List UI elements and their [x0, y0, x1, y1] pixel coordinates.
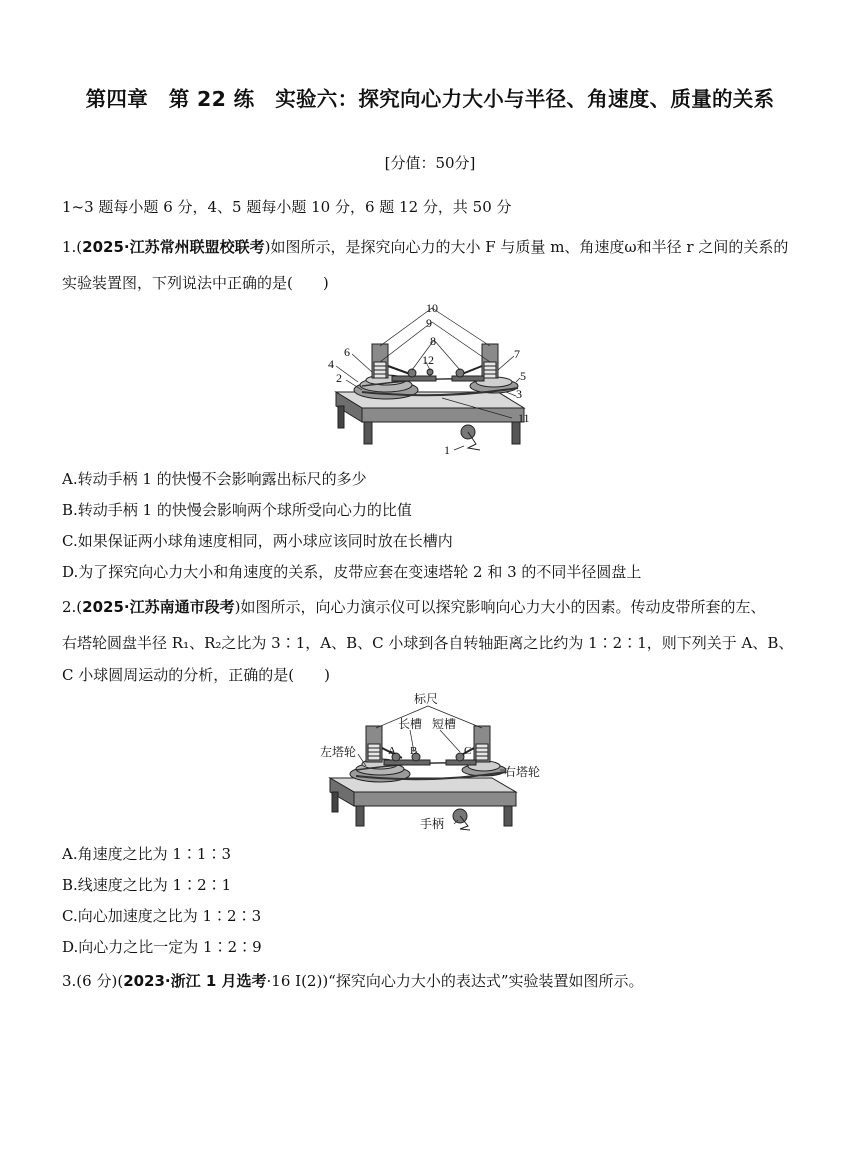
figure-label-4: 4: [328, 357, 334, 371]
q2-option-a: A.角速度之比为 1∶1∶3: [62, 845, 231, 863]
figure-label-ball-a: A: [388, 745, 396, 757]
q3-suffix: ·16 Ⅰ(2))“探究向心力大小的表达式”实验装置如图所示。: [266, 972, 644, 990]
q1-number: 1.(: [62, 238, 83, 256]
q2-number: 2.(: [62, 598, 83, 616]
score-label: [分值：50分]: [384, 154, 476, 172]
scoring-rule: 1~3 题每小题 6 分，4、5 题每小题 10 分，6 题 12 分，共 50 分: [62, 198, 512, 216]
figure-label-left-wheel: 左塔轮: [320, 745, 357, 759]
q2-stem-line3: C 小球圆周运动的分析，正确的是( ): [62, 666, 330, 684]
figure-label-7: 7: [514, 347, 520, 361]
figure-label-11: 11: [518, 411, 530, 425]
q3-prefix: 3.(6 分)(: [62, 972, 124, 990]
page-title: 第四章 第 22 练 实验六：探究向心力大小与半径、角速度、质量的关系: [85, 87, 775, 111]
q2-apparatus-figure: [310, 690, 550, 835]
q1-option-d: D.为了探究向心力大小和角速度的关系，皮带应套在变速塔轮 2 和 3 的不同半径圆盘上: [62, 563, 642, 581]
figure-label-9: 9: [426, 316, 432, 330]
figure-label-10: 10: [426, 301, 438, 315]
figure-label-1: 1: [444, 443, 450, 457]
q1-stem-text: )如图所示，是探究向心力的大小 F 与质量 m、角速度ω和半径 r 之间的关系的: [264, 238, 789, 256]
q1-stem-line1: [62, 236, 788, 257]
figure-label-12: 12: [422, 353, 434, 367]
q1-option-a: A.转动手柄 1 的快慢不会影响露出标尺的多少: [62, 470, 367, 488]
q1-stem-line2: 实验装置图，下列说法中正确的是( ): [62, 274, 329, 292]
figure-label-3: 3: [516, 387, 522, 401]
q2-source: 2025·江苏南通市段考: [82, 598, 235, 616]
q1-option-b: B.转动手柄 1 的快慢会影响两个球所受向心力的比值: [62, 501, 412, 519]
figure-label-2: 2: [336, 371, 342, 385]
figure-label-ruler: 标尺: [414, 692, 439, 706]
q1-apparatus-figure: [322, 300, 542, 460]
figure-label-ball-b: B: [410, 745, 418, 757]
q1-source: 2025·江苏常州联盟校联考: [82, 238, 265, 256]
figure-label-handle: 手柄: [420, 817, 445, 831]
q2-stem-text: )如图所示，向心力演示仪可以探究影响向心力大小的因素。传动皮带所套的左、: [234, 598, 766, 616]
figure-label-long-slot: 长槽: [398, 717, 423, 731]
figure-label-8: 8: [430, 334, 436, 348]
figure-label-5: 5: [520, 369, 526, 383]
q2-stem-line1: [62, 596, 765, 617]
figure-label-right-wheel: 右塔轮: [504, 765, 541, 779]
q2-option-d: D.向心力之比一定为 1∶2∶9: [62, 938, 262, 956]
q3-source: 2023·浙江 1 月选考: [123, 972, 267, 990]
apparatus-drawing: [330, 726, 516, 830]
q2-stem-line2: 右塔轮圆盘半径 R₁、R₂之比为 3∶1，A、B、C 小球到各自转轴距离之比约为 1∶2∶1，则下列关于 A、B、: [62, 634, 794, 652]
figure-label-short-slot: 短槽: [432, 717, 457, 731]
q2-option-b: B.线速度之比为 1∶2∶1: [62, 876, 232, 894]
q2-option-c: C.向心加速度之比为 1∶2∶3: [62, 907, 262, 925]
figure-label-6: 6: [344, 345, 350, 359]
q1-option-c: C.如果保证两小球角速度相同，两小球应该同时放在长槽内: [62, 532, 453, 550]
figure-label-ball-c: C: [464, 745, 472, 757]
q3-stem: [62, 970, 644, 991]
